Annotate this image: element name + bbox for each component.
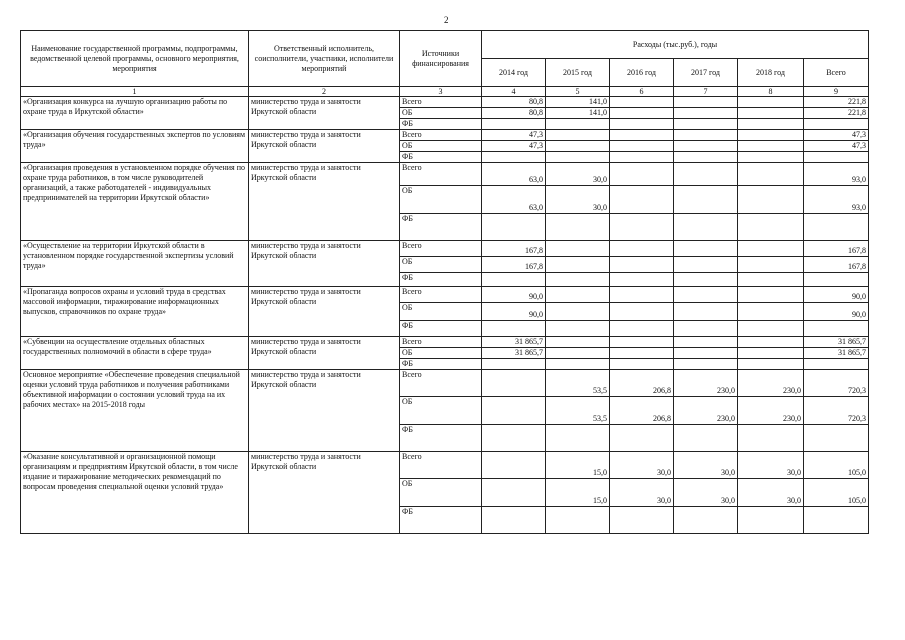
expense-value [546, 119, 610, 130]
expense-value [738, 348, 804, 359]
header-source: Источники финансирования [400, 31, 482, 87]
expense-value [546, 241, 610, 257]
expense-value [482, 119, 546, 130]
expense-value [738, 425, 804, 452]
expense-value [804, 359, 869, 370]
expense-value [610, 257, 674, 273]
expense-value: 105,0 [804, 479, 869, 507]
expense-value [482, 397, 546, 425]
expense-value [804, 214, 869, 241]
expense-value [804, 152, 869, 163]
activity-name: «Субвенции на осуществление отдельных областных государственных полномочий в области в сфере труда» [21, 337, 249, 370]
expense-value: 47,3 [804, 130, 869, 141]
header-year: 2015 год [546, 59, 610, 87]
funding-source: ФБ [400, 507, 482, 534]
expense-value [674, 119, 738, 130]
expense-value [610, 108, 674, 119]
funding-source: Всего [400, 287, 482, 303]
expense-value [610, 425, 674, 452]
expense-value: 47,3 [482, 141, 546, 152]
expense-value [546, 337, 610, 348]
expense-value: 53,5 [546, 370, 610, 397]
expense-value: 230,0 [738, 370, 804, 397]
header-expenses: Расходы (тыс.руб.), годы [482, 31, 869, 59]
funding-source: ОБ [400, 108, 482, 119]
expense-value [546, 359, 610, 370]
funding-source: ОБ [400, 257, 482, 273]
expense-value [674, 425, 738, 452]
expense-value [738, 108, 804, 119]
budget-table [20, 30, 869, 534]
table-row [21, 130, 869, 141]
expense-value: 93,0 [804, 186, 869, 214]
expense-value [482, 214, 546, 241]
expense-value: 90,0 [482, 303, 546, 321]
expense-value: 31 865,7 [482, 337, 546, 348]
expense-value [546, 321, 610, 337]
expense-value: 141,0 [546, 108, 610, 119]
header-index: 9 [804, 87, 869, 97]
expense-value [738, 119, 804, 130]
expense-value: 30,0 [546, 163, 610, 186]
funding-source: ФБ [400, 152, 482, 163]
expense-value [738, 152, 804, 163]
expense-value [610, 303, 674, 321]
table-body [21, 97, 869, 534]
funding-source: ОБ [400, 348, 482, 359]
expense-value: 221,8 [804, 97, 869, 108]
expense-value [482, 452, 546, 479]
expense-value [804, 273, 869, 287]
expense-value [610, 214, 674, 241]
expense-value [610, 241, 674, 257]
expense-value [610, 348, 674, 359]
funding-source: ФБ [400, 214, 482, 241]
header-index: 4 [482, 87, 546, 97]
page-number: 2 [444, 15, 449, 25]
expense-value [738, 186, 804, 214]
expense-value: 47,3 [482, 130, 546, 141]
expense-value: 167,8 [804, 257, 869, 273]
funding-source: ФБ [400, 273, 482, 287]
expense-value: 206,8 [610, 370, 674, 397]
expense-value: 80,8 [482, 97, 546, 108]
expense-value: 141,0 [546, 97, 610, 108]
expense-value [674, 141, 738, 152]
expense-value [738, 141, 804, 152]
expense-value [674, 287, 738, 303]
expense-value [610, 186, 674, 214]
expense-value [482, 370, 546, 397]
header-index: 3 [400, 87, 482, 97]
header-index: 8 [738, 87, 804, 97]
header-index: 6 [610, 87, 674, 97]
executor: министерство труда и занятости Иркутской области [249, 97, 400, 130]
funding-source: Всего [400, 337, 482, 348]
expense-value: 15,0 [546, 452, 610, 479]
expense-value [546, 287, 610, 303]
expense-value [674, 163, 738, 186]
expense-value [546, 507, 610, 534]
executor: министерство труда и занятости Иркутской области [249, 452, 400, 534]
expense-value: 167,8 [482, 241, 546, 257]
activity-name: «Организация проведения в установленном порядке обучения по охране труда работников, в том числе руководителей организаций, а также работодателей - индивидуальных предпринимателей на территории Иркутской области» [21, 163, 249, 241]
expense-value [482, 507, 546, 534]
funding-source: Всего [400, 370, 482, 397]
expense-value [674, 359, 738, 370]
expense-value [674, 348, 738, 359]
expense-value: 167,8 [482, 257, 546, 273]
executor: министерство труда и занятости Иркутской области [249, 337, 400, 370]
funding-source: ФБ [400, 321, 482, 337]
expense-value: 30,0 [738, 452, 804, 479]
expense-value: 63,0 [482, 186, 546, 214]
table-row [21, 163, 869, 186]
expense-value [546, 348, 610, 359]
expense-value [738, 287, 804, 303]
header-year: 2014 год [482, 59, 546, 87]
expense-value [674, 273, 738, 287]
expense-value [610, 130, 674, 141]
expense-value [610, 141, 674, 152]
expense-value [482, 479, 546, 507]
header-year: 2018 год [738, 59, 804, 87]
expense-value [738, 321, 804, 337]
expense-value [546, 214, 610, 241]
expense-value: 230,0 [738, 397, 804, 425]
expense-value: 30,0 [674, 452, 738, 479]
expense-value [610, 359, 674, 370]
expense-value [738, 257, 804, 273]
expense-value [674, 214, 738, 241]
expense-value: 206,8 [610, 397, 674, 425]
expense-value: 63,0 [482, 163, 546, 186]
expense-value [738, 507, 804, 534]
expense-value [804, 321, 869, 337]
expense-value [738, 130, 804, 141]
expense-value: 31 865,7 [804, 337, 869, 348]
expense-value [610, 119, 674, 130]
table-header [21, 31, 869, 97]
expense-value [738, 359, 804, 370]
expense-value: 230,0 [674, 370, 738, 397]
expense-value [738, 303, 804, 321]
expense-value: 167,8 [804, 241, 869, 257]
expense-value [546, 130, 610, 141]
expense-value [674, 303, 738, 321]
expense-value: 93,0 [804, 163, 869, 186]
expense-value: 30,0 [738, 479, 804, 507]
expense-value [804, 425, 869, 452]
expense-value: 15,0 [546, 479, 610, 507]
expense-value [546, 152, 610, 163]
header-executor: Ответственный исполнитель, соисполнители, участники, исполнители мероприятий [249, 31, 400, 87]
table-row [21, 370, 869, 397]
expense-value: 90,0 [804, 303, 869, 321]
expense-value [546, 425, 610, 452]
expense-value [674, 186, 738, 214]
executor: министерство труда и занятости Иркутской области [249, 241, 400, 287]
expense-value [610, 97, 674, 108]
expense-value [738, 241, 804, 257]
expense-value [674, 108, 738, 119]
funding-source: Всего [400, 97, 482, 108]
funding-source: ОБ [400, 141, 482, 152]
expense-value: 30,0 [610, 479, 674, 507]
expense-value [674, 321, 738, 337]
header-index: 7 [674, 87, 738, 97]
activity-name: «Осуществление на территории Иркутской области в установленном порядке государственной экспертизы условий труда» [21, 241, 249, 287]
expense-value [482, 425, 546, 452]
executor: министерство труда и занятости Иркутской области [249, 130, 400, 163]
expense-value [546, 141, 610, 152]
expense-value [738, 163, 804, 186]
expense-value [610, 273, 674, 287]
expense-value: 720,3 [804, 397, 869, 425]
expense-value [546, 257, 610, 273]
expense-value [674, 241, 738, 257]
expense-value [804, 507, 869, 534]
expense-value: 221,8 [804, 108, 869, 119]
executor: министерство труда и занятости Иркутской области [249, 163, 400, 241]
funding-source: Всего [400, 452, 482, 479]
header-year: Всего [804, 59, 869, 87]
expense-value: 30,0 [674, 479, 738, 507]
expense-value [610, 507, 674, 534]
expense-value [804, 119, 869, 130]
funding-source: Всего [400, 241, 482, 257]
funding-source: ФБ [400, 359, 482, 370]
funding-source: ОБ [400, 303, 482, 321]
expense-value [546, 273, 610, 287]
expense-value [738, 214, 804, 241]
funding-source: ФБ [400, 119, 482, 130]
expense-value: 53,5 [546, 397, 610, 425]
header-index-row [21, 87, 869, 97]
expense-value [674, 507, 738, 534]
expense-value [610, 287, 674, 303]
expense-value: 80,8 [482, 108, 546, 119]
funding-source: ОБ [400, 186, 482, 214]
header-index: 2 [249, 87, 400, 97]
expense-value [738, 273, 804, 287]
funding-source: ОБ [400, 479, 482, 507]
expense-value [674, 97, 738, 108]
expense-value [610, 321, 674, 337]
expense-value [610, 337, 674, 348]
funding-source: ОБ [400, 397, 482, 425]
table-row [21, 97, 869, 108]
expense-value [546, 303, 610, 321]
header-year: 2016 год [610, 59, 674, 87]
expense-value: 30,0 [610, 452, 674, 479]
activity-name: «Пропаганда вопросов охраны и условий труда в средствах массовой информации, тиражирование информационных выпусков, справочников по охране труда» [21, 287, 249, 337]
executor: министерство труда и занятости Иркутской области [249, 287, 400, 337]
table-row [21, 337, 869, 348]
expense-value: 230,0 [674, 397, 738, 425]
expense-value [674, 257, 738, 273]
table-row [21, 452, 869, 479]
expense-value [674, 337, 738, 348]
expense-value [674, 152, 738, 163]
expense-value [610, 163, 674, 186]
expense-value [482, 321, 546, 337]
executor: министерство труда и занятости Иркутской области [249, 370, 400, 452]
header-index: 5 [546, 87, 610, 97]
expense-value: 90,0 [482, 287, 546, 303]
expense-value: 47,3 [804, 141, 869, 152]
expense-value: 31 865,7 [482, 348, 546, 359]
expense-value [610, 152, 674, 163]
expense-value [674, 130, 738, 141]
expense-value: 90,0 [804, 287, 869, 303]
header-year: 2017 год [674, 59, 738, 87]
table-row [21, 241, 869, 257]
funding-source: Всего [400, 130, 482, 141]
expense-value [482, 359, 546, 370]
expense-value: 720,3 [804, 370, 869, 397]
expense-value [482, 152, 546, 163]
expense-value [738, 337, 804, 348]
expense-value: 30,0 [546, 186, 610, 214]
expense-value [738, 97, 804, 108]
header-index: 1 [21, 87, 249, 97]
activity-name: «Оказание консультативной и организационной помощи организациям и предприятиям Иркутской области, в том числе издание и тиражирование методических рекомендаций по вопросам проведения специальной оценки условий труда» [21, 452, 249, 534]
table-row [21, 287, 869, 303]
activity-name: «Организация обучения государственных экспертов по условиям труда» [21, 130, 249, 163]
expense-value [482, 273, 546, 287]
activity-name: «Организация конкурса на лучшую организацию работы по охране труда в Иркутской области» [21, 97, 249, 130]
funding-source: Всего [400, 163, 482, 186]
funding-source: ФБ [400, 425, 482, 452]
expense-value: 31 865,7 [804, 348, 869, 359]
activity-name: Основное мероприятие «Обеспечение проведения специальной оценки условий труда работников и получения работниками объективной информации о состоянии условий труда на их рабочих местах» на 2015-2018 годы [21, 370, 249, 452]
header-name: Наименование государственной программы, подпрограммы, ведомственной целевой программы, основного мероприятия, мероприятия [21, 31, 249, 87]
expense-value: 105,0 [804, 452, 869, 479]
